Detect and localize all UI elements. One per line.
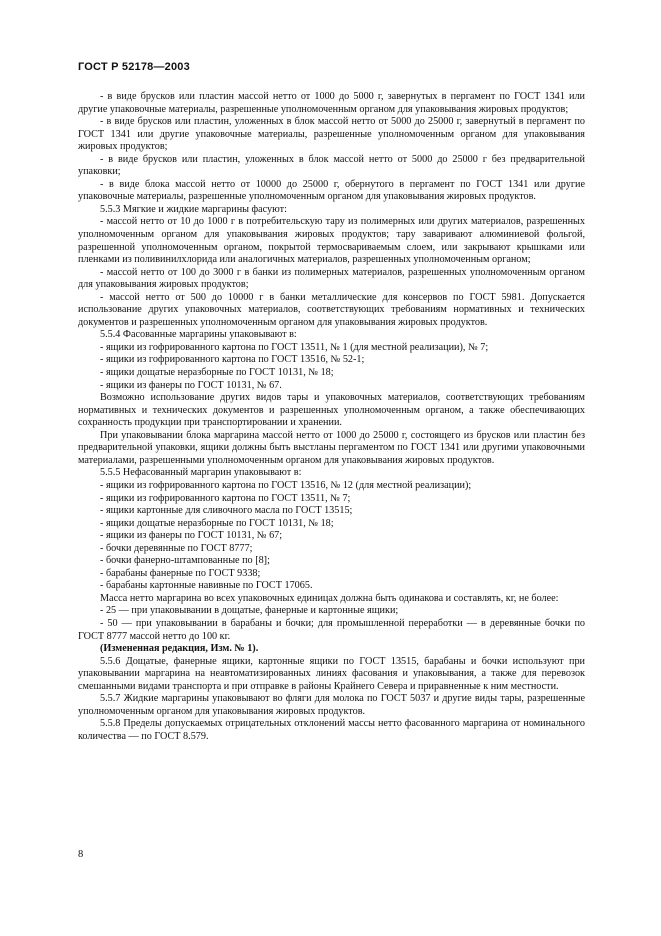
list-item: - ящики из гофрированного картона по ГОСТ 13511, № 1 (для местной реализации), № 7; [100,341,489,353]
paragraph: - в виде брусков или пластин массой нетто от 1000 до 5000 г, завернутых в пергамент по ГОСТ 1341 или другие упаковочные материалы, разрешенные уполномоченным органом для упаковывания жировых продуктов; [78,91,585,115]
clause-5-5-4: 5.5.4 Фасованные маргарины упаковывают в: [100,329,297,341]
list-item: - ящики из гофрированного картона по ГОСТ 13511, № 7; [100,492,351,504]
paragraph: - массой нетто от 500 до 10000 г в банки металлические для консервов по ГОСТ 5981. Допускается использование других упаковочных материалов, соответствующих требованиям нормативных и технических документов и разрешенных уполномоченным органом для упаковывания жировых продуктов. [78,291,585,328]
list-item: - ящики из фанеры по ГОСТ 10131, № 67. [100,379,282,391]
paragraph: При упаковывании блока маргарина массой нетто от 1000 до 25000 г, состоящего из брусков или пластин без предварительной упаковки, ящики должны быть выстланы пергаментом по ГОСТ 1341 или другими упаковочными материалами, разрешенными уполномоченным органом для упаковывания жировых продуктов. [78,429,585,466]
list-item: - бочки деревянные по ГОСТ 8777; [100,542,253,554]
paragraph: - в виде брусков или пластин, уложенных в блок массой нетто от 5000 до 25000 г без предварительной упаковки; [78,153,585,178]
clause-5-5-7: 5.5.7 Жидкие маргарины упаковывают во фляги для молока по ГОСТ 5037 и другие виды тары, разрешенные уполномоченным органом для упаковывания жировых продуктов. [78,693,585,717]
page-header-title: ГОСТ Р 52178—2003 [78,61,190,73]
clause-5-5-3: 5.5.3 Мягкие и жидкие маргарины фасуют: [100,203,287,215]
amendment-note: (Измененная редакция, Изм. № 1). [100,643,259,655]
list-item: - ящики дощатые неразборные по ГОСТ 10131, № 18; [100,367,334,379]
paragraph: Масса нетто маргарина во всех упаковочных единицах должна быть одинакова и составлять, кг, не более: [100,592,559,604]
list-item: - бочки фанерно-штампованные по [8]; [100,555,270,567]
page-number: 8 [78,849,84,860]
list-item: - ящики из фанеры по ГОСТ 10131, № 67; [100,530,283,542]
list-item: - 50 — при упаковывании в барабаны и бочки; для промышленной переработки — в деревянные бочки по ГОСТ 8777 массой нетто до 100 кг. [78,617,585,642]
paragraph: - в виде блока массой нетто от 10000 до 25000 г, обернутого в пергамент по ГОСТ 1341 или другие упаковочные материалы, разрешенные уполномоченным органом для упаковывания жировых продуктов. [78,178,585,203]
clause-5-5-5: 5.5.5 Нефасованный маргарин упаковывают в: [100,467,302,479]
paragraph: Возможно использование других видов тары и упаковочных материалов, соответствующих требованиям нормативных и технических документов и разрешенных уполномоченным органом, а также обеспечивающих сохранность продукции при транспортировании и хранении. [78,392,585,429]
paragraph: - в виде брусков или пластин, уложенных в блок массой нетто от 5000 до 25000 г, завернутый в пергамент по ГОСТ 1341 или другие упаковочные материалы, разрешенные уполномоченным органом для упаковывания жировых продуктов; [78,116,585,153]
list-item: - барабаны фанерные по ГОСТ 9338; [100,567,261,579]
list-item: - ящики из гофрированного картона по ГОСТ 13516, № 12 (для местной реализации); [100,479,472,491]
document-body [78,91,585,743]
list-item: - 25 — при упаковывании в дощатые, фанерные и картонные ящики; [100,605,399,617]
clause-5-5-8: 5.5.8 Пределы допускаемых отрицательных отклонений массы нетто фасованного маргарина от номинального количества — по ГОСТ 8.579. [78,718,585,742]
list-item: - ящики картонные для сливочного масла по ГОСТ 13515; [100,505,353,517]
paragraph: - массой нетто от 10 до 1000 г в потребительскую тару из полимерных или других материалов, разрешенных уполномоченным органом для упаковывания жировых продуктов; тару заваривают алюминиевой фольгой, разрешенной уполномоченным органом, покрытой термосвариваемым слоем, или закрывают крышками или пленками из поливинилхлорида или аналогичных материалов, разрешенных уполномоченным органом; [78,216,585,266]
clause-5-5-6: 5.5.6 Дощатые, фанерные ящики, картонные ящики по ГОСТ 13515, барабаны и бочки используют при упаковывании маргарина на неавтоматизированных линиях фасования и упаковывания, а также для перевозок смешанными видами транспорта и при отправке в районы Крайнего Севера и приравненные к ним местности. [78,655,585,692]
list-item: - ящики дощатые неразборные по ГОСТ 10131, № 18; [100,517,334,529]
paragraph: - массой нетто от 100 до 3000 г в банки из полимерных материалов, разрешенных уполномоченным органом для упаковывания жировых продуктов; [78,266,585,291]
list-item: - барабаны картонные навивные по ГОСТ 17065. [100,580,313,592]
list-item: - ящики из гофрированного картона по ГОСТ 13516, № 52-1; [100,354,365,366]
